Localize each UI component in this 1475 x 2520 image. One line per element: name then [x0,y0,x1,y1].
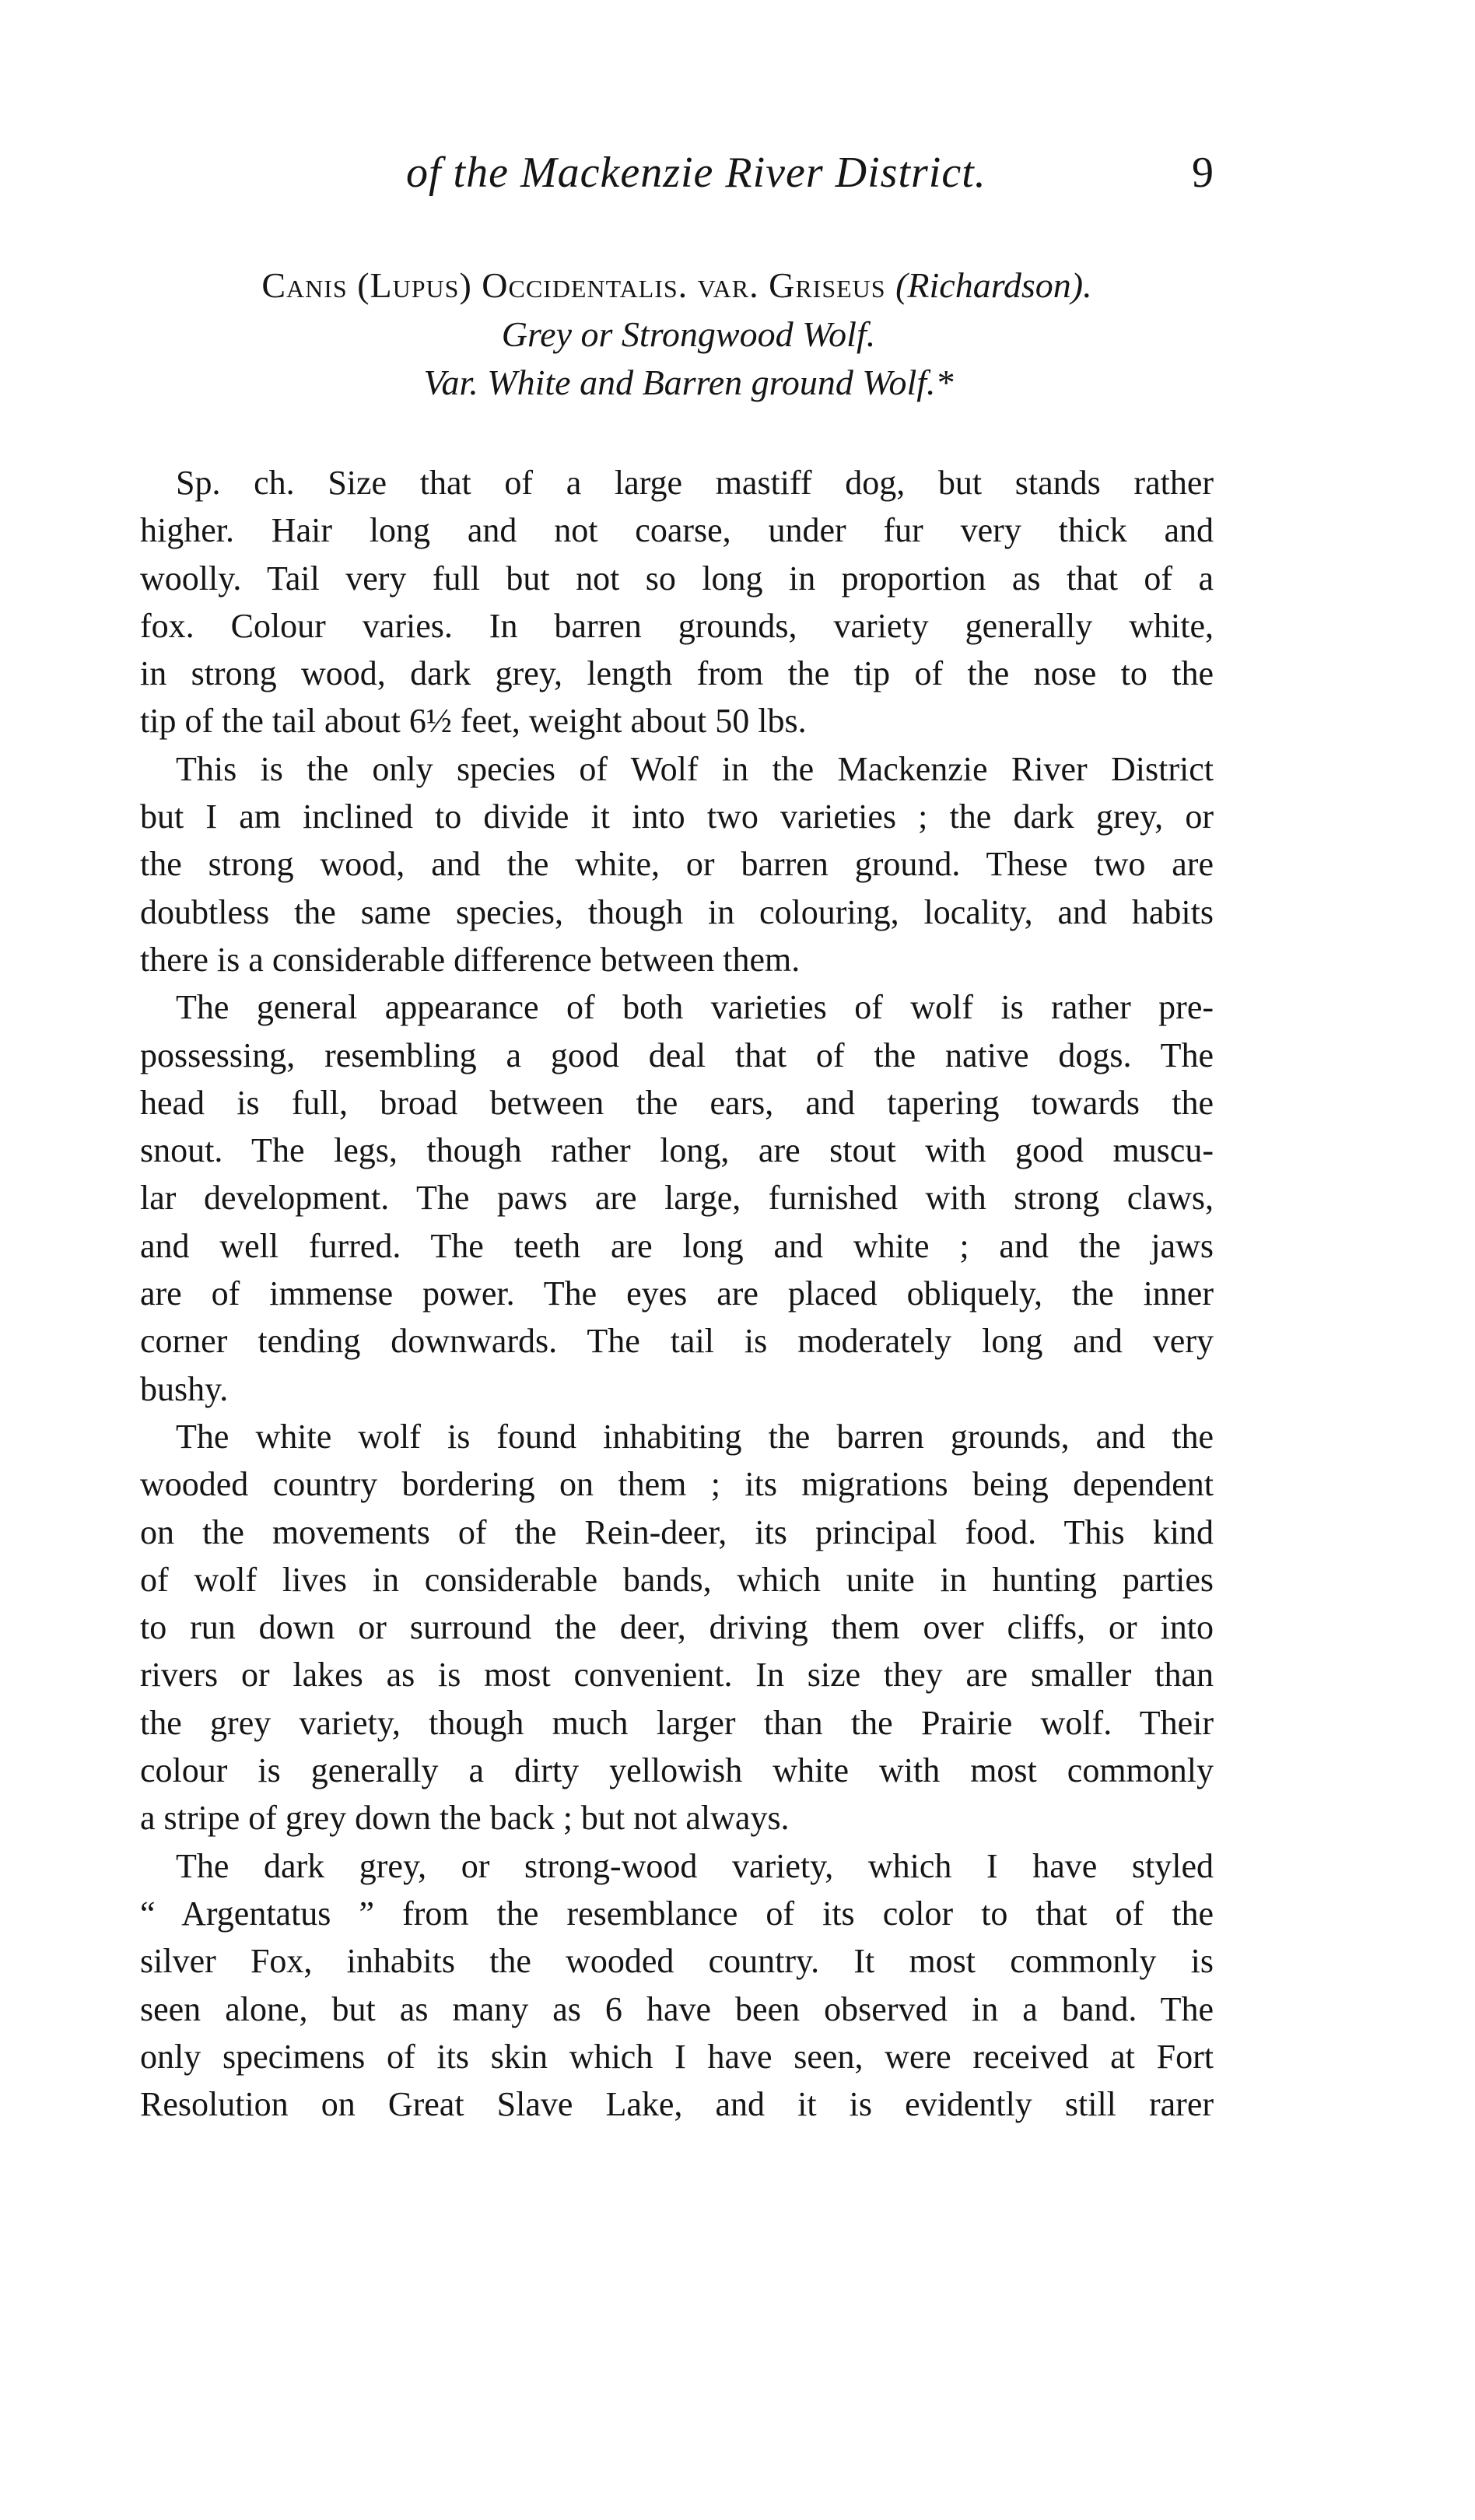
text-line: but I am inclined to divide it into two varieties ; the dark grey, or [140,797,1214,836]
text-line: higher. Hair long and not coarse, under fur very thick and [140,511,1214,550]
text-line: tip of the tail about 6½ feet, weight about 50 lbs. [140,702,807,741]
text-line: The dark grey, or strong-wood variety, which I have styled [176,1846,1214,1885]
text-line: head is full, broad between the ears, and tapering towards the [140,1083,1214,1122]
text-line: colour is generally a dirty yellowish white with most commonly [140,1751,1214,1790]
variety-line: Var. White and Barren ground Wolf.* [423,363,954,402]
text-line: are of immense power. The eyes are placed obliquely, the inner [140,1274,1214,1313]
text-line: there is a considerable difference between them. [140,940,801,979]
text-line: a stripe of grey down the back ; but not always. [140,1799,790,1838]
species-name-line [140,261,1214,310]
text-line: and well furred. The teeth are long and white ; and the jaws [140,1226,1214,1265]
text-line: doubtless the same species, though in colouring, locality, and habits [140,892,1214,931]
running-head [140,148,1214,210]
paragraph [140,1413,1214,1842]
text-line: possessing, resembling a good deal that of the native dogs. The [140,1036,1214,1074]
body-text [140,459,1214,2128]
text-line: woolly. Tail very full but not so long in proportion as that of a [140,559,1214,598]
text-line: to run down or surround the deer, driving them over cliffs, or into [140,1608,1214,1647]
text-line: corner tending downwards. The tail is moderately long and very [140,1322,1214,1361]
text-line: rivers or lakes as is most convenient. In size they are smaller than [140,1656,1214,1695]
running-title: of the Mackenzie River District. [406,149,986,197]
paragraph [140,983,1214,1413]
common-name: Grey or Strongwood Wolf. [501,314,876,354]
text-line: lar development. The paws are large, furnished with strong claws, [140,1179,1214,1218]
text-line: fox. Colour varies. In barren grounds, variety generally white, [140,606,1214,645]
text-line: The general appearance of both varieties of wolf is rather pre- [176,988,1214,1027]
species-heading [140,261,1214,407]
text-line: the grey variety, though much larger than the Prairie wolf. Their [140,1703,1214,1742]
text-line: silver Fox, inhabits the wooded country. It most commonly is [140,1942,1214,1981]
text-line: of wolf lives in considerable bands, which unite in hunting parties [140,1560,1214,1599]
text-line: “ Argentatus ” from the resemblance of its color to that of the [140,1894,1214,1933]
text-line: in strong wood, dark grey, length from the tip of the nose to the [140,654,1214,693]
text-line: snout. The legs, though rather long, are stout with good muscu- [140,1131,1214,1170]
species-name: Canis (Lupus) Occidentalis. var. Griseus [261,265,886,305]
paragraph [140,459,1214,745]
text-line: This is the only species of Wolf in the Mackenzie River District [176,749,1214,788]
text-line: the strong wood, and the white, or barren ground. These two are [140,845,1214,884]
text-line: The white wolf is found inhabiting the barren grounds, and the [176,1417,1214,1456]
text-line: bushy. [140,1369,229,1408]
page-number: 9 [1192,149,1214,197]
paragraph [140,745,1214,983]
text-line: seen alone, but as many as 6 have been observed in a band. The [140,1989,1214,2028]
text-line: only specimens of its skin which I have seen, were received at Fort [140,2037,1214,2076]
text-line: wooded country bordering on them ; its migrations being dependent [140,1465,1214,1504]
text-line: on the movements of the Rein-deer, its principal food. This kind [140,1512,1214,1551]
text-line: Resolution on Great Slave Lake, and it is evidently still rarer [140,2085,1214,2124]
text-line: Sp. ch. Size that of a large mastiff dog, but stands rather [176,464,1214,502]
paragraph [140,1842,1214,2129]
species-author: (Richardson). [895,265,1092,305]
